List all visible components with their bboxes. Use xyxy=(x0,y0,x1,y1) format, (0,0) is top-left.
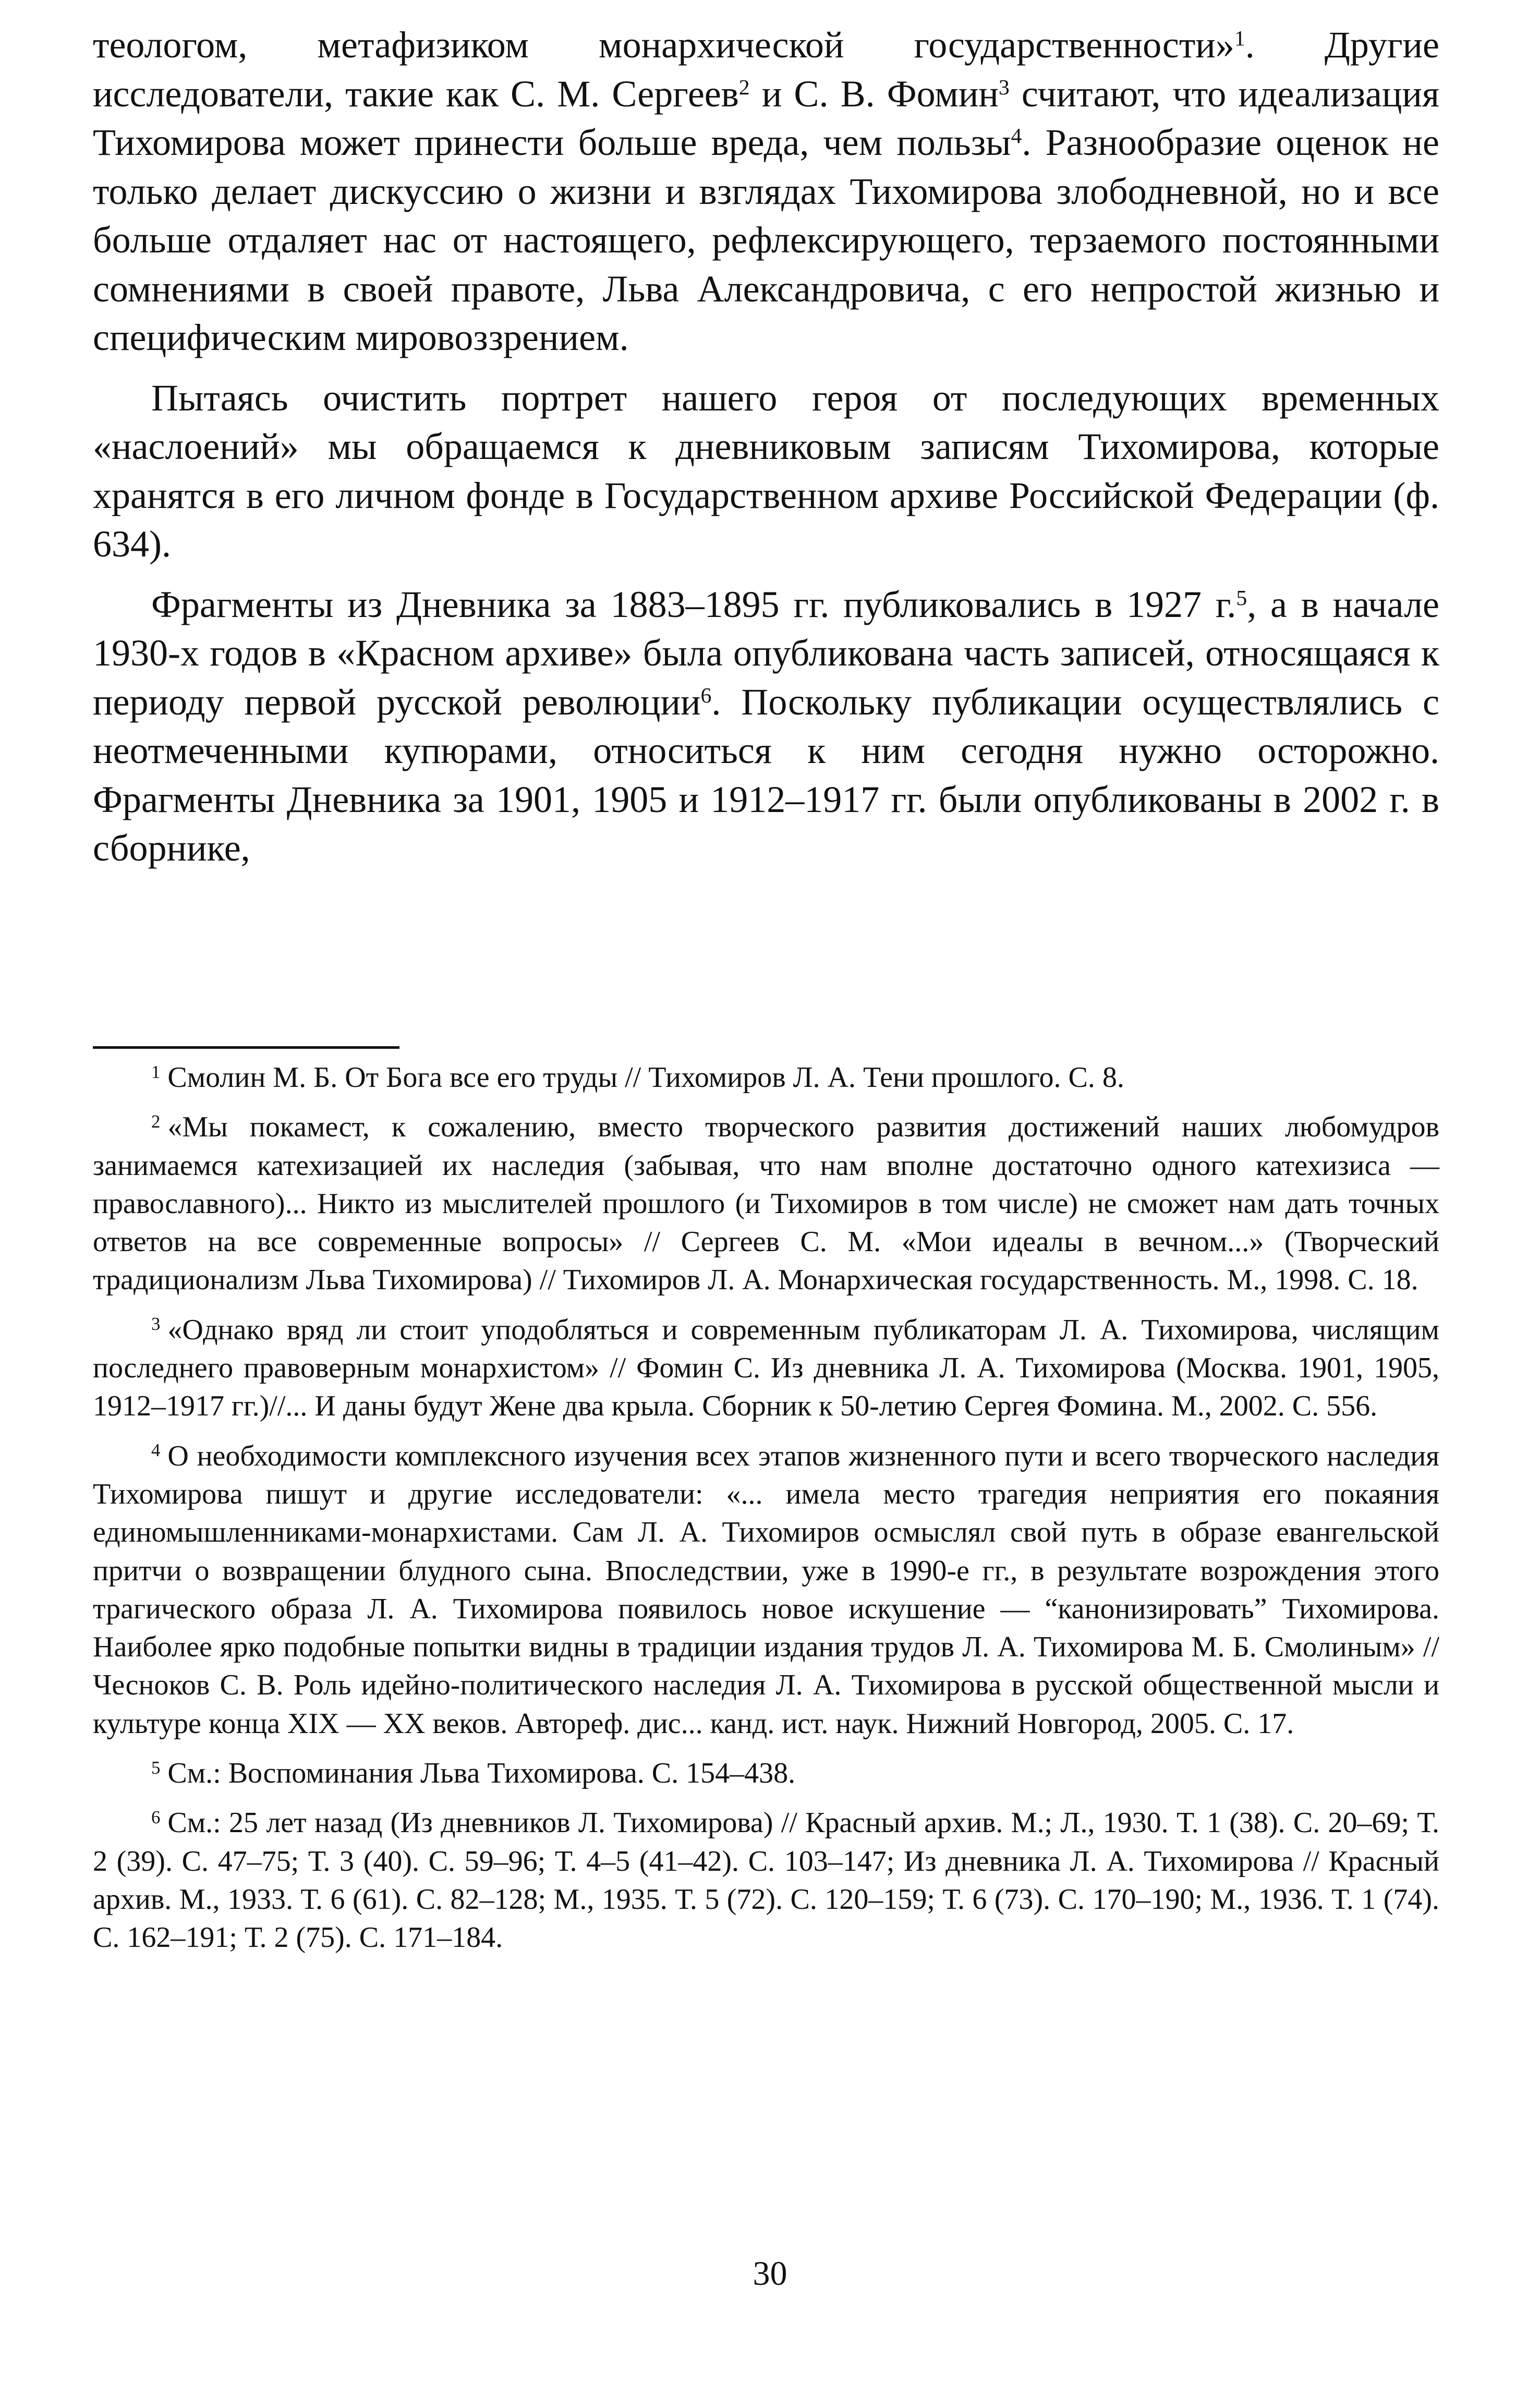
footnote-ref: 1 xyxy=(1234,27,1245,51)
footnote-number: 6 xyxy=(151,1807,161,1827)
footnote-ref: 3 xyxy=(998,75,1010,100)
footnote-text: См.: Воспоминания Льва Тихомирова. С. 154–438. xyxy=(167,1757,796,1790)
text-run: Фрагменты из Дневника за 1883–1895 гг. публиковались в 1927 г. xyxy=(151,583,1236,625)
text-run: теологом, метафизиком монархической государственности» xyxy=(93,24,1234,66)
footnote-text: «Мы покамест, к сожалению, вместо творческого развития достижений наших любомудров занимаемся катехизацией их наследия (забывая, что нам вполне достаточно одного катехизиса — православного)... Никто из мыслителей прошлого (и Тихомиров в том числе) не сможет нам дать точных ответов на все современные вопросы» // Сергеев С. М. «Мои идеалы в вечном...» (Творческий традиционализм Льва Тихомирова) // Тихомиров Л. А. Монархическая государственность. М., 1998. С. 18. xyxy=(93,1111,1439,1297)
footnote-5 xyxy=(93,1754,1439,1792)
paragraph-3 xyxy=(93,580,1439,873)
footnote-text: Смолин М. Б. От Бога все его труды // Тихомиров Л. А. Тени прошлого. С. 8. xyxy=(167,1061,1124,1094)
footnote-3 xyxy=(93,1311,1439,1426)
footnote-separator xyxy=(93,1046,399,1049)
footnote-text: О необходимости комплексного изучения всех этапов жизненного пути и всего творческого наследия Тихомирова пишут и другие исследователи: «... имела место трагедия неприятия его покаяния единомышленниками-монархистами. Сам Л. А. Тихомиров осмыслял свой путь в образе евангельской притчи о возвращении блудного сына. Впоследствии, уже в 1990-е гг., в результате возрождения этого трагического образа Л. А. Тихомирова появилось новое искушение — “канонизировать” Тихомирова. Наиболее ярко подобные попытки видны в традиции издания трудов Л. А. Тихомирова М. Б. Смолиным» // Чесноков С. В. Роль идейно-политического наследия Л. А. Тихомирова в русской общественной мысли и культуре конца XIX — XX веков. Автореф. дис... канд. ист. наук. Нижний Новгород, 2005. С. 17. xyxy=(93,1439,1439,1740)
text-run: Пытаясь очистить портрет нашего героя от последующих временных «наслоений» мы обращаемся к дневниковым записям Тихомирова, которые хранятся в его личном фонде в Государственном архиве Российской Федерации (ф. 634). xyxy=(93,377,1439,565)
text-run: и С. В. Фомин xyxy=(749,72,999,115)
text-run: считают, что идеализация Тихомирова может принести больше вреда, чем пользы xyxy=(93,72,1439,163)
text-run: . Разнообразие оценок не только делает дискуссию о жизни и взглядах Тихомирова злободневной, но и все больше отдаляет нас от настоящего, рефлексирующего, терзаемого постоянными сомнениями в своей правоте, Льва Александровича, с его непростой жизнью и специфическим мировоззрением. xyxy=(93,122,1440,358)
footnotes xyxy=(93,1059,1439,1969)
footnote-number: 5 xyxy=(151,1757,161,1778)
footnote-text: «Однако вряд ли стоит уподобляться и современным публикаторам Л. А. Тихомирова, числящим последнего правоверным монархистом» // Фомин С. Из дневника Л. А. Тихомирова (Москва. 1901, 1905, 1912–1917 гг.)//... И даны будут Жене два крыла. Сборник к 50-летию Сергея Фомина. М., 2002. С. 556. xyxy=(93,1313,1439,1423)
paragraph-2 xyxy=(93,374,1439,569)
footnote-number: 3 xyxy=(151,1314,161,1335)
footnote-ref: 2 xyxy=(738,75,750,100)
footnote-ref: 6 xyxy=(700,683,712,708)
footnote-text: См.: 25 лет назад (Из дневников Л. Тихомирова) // Красный архив. М.; Л., 1930. Т. 1 (38). С. 20–69; Т. 2 (39). С. 47–75; Т. 3 (40). С. 59–96; Т. 4–5 (41–42). С. 103–147; Из дневника Л. А. Тихомирова // Красный архив. М., 1933. Т. 6 (61). С. 82–128; М., 1935. Т. 5 (72). С. 120–159; Т. 6 (73). С. 170–190; М., 1936. Т. 1 (74). С. 162–191; Т. 2 (75). С. 171–184. xyxy=(93,1807,1439,1954)
footnote-ref: 4 xyxy=(1011,124,1022,149)
text-run: , а в начале 1930-х годов в «Красном архиве» была опубликована часть записей, относящаяся к периоду первой русской революции xyxy=(93,583,1439,723)
footnote-number: 4 xyxy=(151,1440,161,1461)
paragraph-1 xyxy=(93,21,1439,362)
footnote-number: 1 xyxy=(151,1061,161,1082)
text-run: . Другие исследователи, такие как С. М. Сергеев xyxy=(93,24,1439,115)
footnote-6 xyxy=(93,1804,1439,1957)
footnote-2 xyxy=(93,1108,1439,1299)
page-number: 30 xyxy=(753,2255,787,2293)
main-text xyxy=(93,21,1439,885)
footnote-4 xyxy=(93,1437,1439,1743)
footnote-ref: 5 xyxy=(1236,586,1247,610)
footnote-number: 2 xyxy=(151,1111,161,1132)
text-run: . Поскольку публикации осуществлялись с неотмеченными купюрами, относиться к ним сегодня нужно осторожно. Фрагменты Дневника за 1901, 1905 и 1912–1917 гг. были опубликованы в 2002 г. в сборнике, xyxy=(93,681,1440,869)
footnote-1 xyxy=(93,1059,1439,1097)
